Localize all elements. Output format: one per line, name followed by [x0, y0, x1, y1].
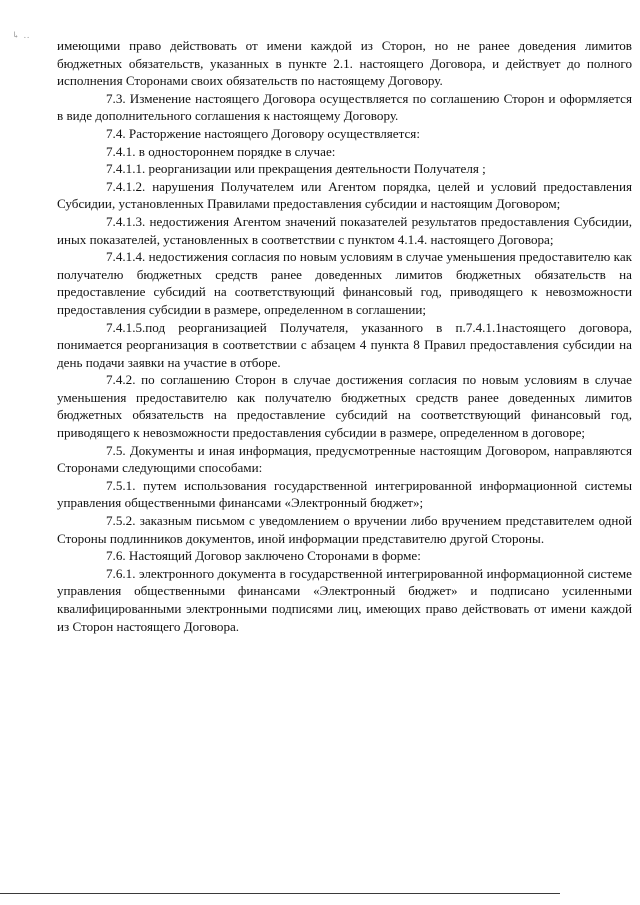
paragraph-7-4-2: 7.4.2. по соглашению Сторон в случае достижения согласия по новым условиям в случае уменьшения предоставителю как получателю бюджетных средств ранее доведенных лимитов бюджетных обязательств на предоставление субсидий на соответствующий финансовый год, приводящего к невозможности предоставления субсидии в размере, определенном в договоре; — [57, 372, 632, 441]
paragraph-7-4: 7.4. Расторжение настоящего Договору осуществляется: — [106, 125, 420, 141]
paragraph-7-4-1: 7.4.1. в одностороннем порядке в случае: — [106, 143, 336, 159]
paragraph-7-4-1-2: 7.4.1.2. нарушения Получателем или Агентом порядка, целей и условий предоставления Субсидии, установленных Правилами предоставления субсидии и настоящим Договором; — [57, 178, 632, 212]
paragraph-7-5-2: 7.5.2. заказным письмом с уведомлением о вручении либо вручением представителем одной Стороны подлинников документов, иной информации представителю другой Стороны. — [57, 513, 632, 546]
document-body — [57, 37, 632, 635]
bottom-rule — [0, 893, 560, 894]
paragraph-7-4-1-1: 7.4.1.1. реорганизации или прекращения деятельности Получателя ; — [106, 161, 486, 177]
paragraph-7-6: 7.6. Настоящий Договор заключено Сторонами в форме: — [106, 548, 421, 564]
paragraph-7-5-1: 7.5.1. путем использования государственной интегрированной информационной системы управления общественными финансами «Электронный бюджет»; — [57, 477, 632, 511]
paragraph-7-4-1-3: 7.4.1.3. недостижения Агентом значений показателей результатов предоставления Субсидии, иных показателей, установленных в соответствии с пунктом 4.1.4. настоящего Договора; — [57, 213, 632, 247]
paragraph-7-6-1: 7.6.1. электронного документа в государственной интегрированной информационной системе управления общественными финансами «Электронный бюджет» и подписано усиленными квалифицированными электронными подписями лиц, имеющих право действовать от имени каждой из Сторон настоящего Договора. — [57, 565, 632, 634]
scan-mark: ↳ .. — [12, 30, 31, 40]
paragraph-7-4-1-5: 7.4.1.5.под реорганизацией Получателя, указанного в п.7.4.1.1настоящего договора, понимается реорганизация в соответствии с абзацем 4 пункта 8 Правил предоставления субсидии на день подачи заявки на участие в отборе. — [57, 319, 632, 370]
paragraph-7-3: 7.3. Изменение настоящего Договора осуществляется по соглашению Сторон и оформляется в виде дополнительного соглашения к настоящему Договору. — [57, 90, 632, 124]
paragraph-7-2-continuation: имеющими право действовать от имени каждой из Сторон, но не ранее доведения лимитов бюджетных обязательств, указанных в пункте 2.1. настоящего Договора, и действует до полного исполнения Сторонами своих обязательств по настоящему Договору. — [57, 38, 632, 89]
paragraph-7-5: 7.5. Документы и иная информация, предусмотренные настоящим Договором, направляются Сторонами следующими способами: — [57, 442, 632, 476]
paragraph-7-4-1-4: 7.4.1.4. недостижения согласия по новым условиям в случае уменьшения предоставителю как получателю бюджетных средств ранее доведенных лимитов бюджетных обязательств на предоставление субсидий на соответствующий финансовый год, приводящего к невозможности предоставления субсидии в размере, определенном в соглашении; — [57, 249, 632, 317]
